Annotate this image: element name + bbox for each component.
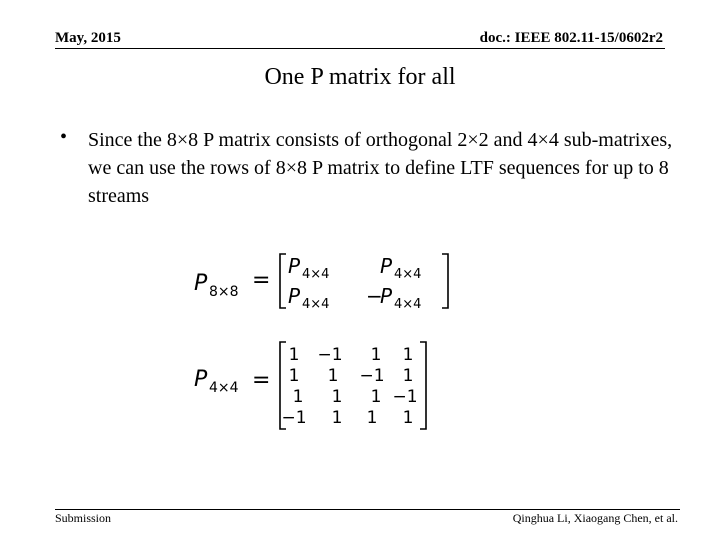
p4-entry: −1 xyxy=(317,345,343,365)
p4-entry: 1 xyxy=(370,345,382,365)
svg-text:P: P xyxy=(288,254,301,278)
footer-submission: Submission xyxy=(55,511,112,525)
svg-text:P: P xyxy=(380,254,393,278)
svg-text:P: P xyxy=(380,284,393,308)
p8-cell-11 xyxy=(288,254,329,282)
p4-entry: 1 xyxy=(366,408,378,428)
p8-left-bracket xyxy=(280,254,286,308)
p4-entry: 1 xyxy=(327,366,339,386)
p4-entry: −1 xyxy=(392,387,418,407)
footer-authors: Qinghua Li, Xiaogang Chen, et al. xyxy=(512,511,678,525)
p4-entry: 1 xyxy=(331,408,343,428)
p8-lhs-subscript: 8×8 xyxy=(209,284,239,300)
p8-equals: = xyxy=(252,268,271,293)
p8-right-bracket xyxy=(442,254,448,308)
p8x8-equation xyxy=(180,246,460,316)
p4-entry: 1 xyxy=(370,387,382,407)
svg-text:4×4: 4×4 xyxy=(394,297,422,312)
p4-lhs-subscript: 4×4 xyxy=(209,380,239,396)
svg-text:4×4: 4×4 xyxy=(302,267,330,282)
header-date: May, 2015 xyxy=(55,30,121,46)
bullet-text: Since the 8×8 P matrix consists of orthogonal 2×2 and 4×4 sub-matrixes, we can use the rows of 8×8 P matrix to define LTF sequences for up to 8 streams xyxy=(88,129,673,207)
p4-entry: 1 xyxy=(331,387,343,407)
p4-entry: 1 xyxy=(402,408,414,428)
footer-divider xyxy=(55,509,680,510)
svg-text:4×4: 4×4 xyxy=(302,297,330,312)
svg-text:P: P xyxy=(288,284,301,308)
p4-entry: 1 xyxy=(288,366,300,386)
header-doc-id: doc.: IEEE 802.11-15/0602r2 xyxy=(479,30,663,46)
p4-entry: 1 xyxy=(402,366,414,386)
p4x4-equation xyxy=(180,338,460,433)
svg-text:4×4: 4×4 xyxy=(394,267,422,282)
p4-entry: 1 xyxy=(402,345,414,365)
p8-cell-12 xyxy=(380,254,421,282)
slide-title: One P matrix for all xyxy=(264,64,456,90)
p8-cell-21 xyxy=(288,284,329,312)
p4-entry: 1 xyxy=(288,345,300,365)
p4-right-bracket xyxy=(420,342,426,429)
p4-entry: −1 xyxy=(359,366,385,386)
p4-matrix-entries xyxy=(281,345,417,428)
bullet-marker: • xyxy=(60,126,68,148)
p4-equals: = xyxy=(252,368,271,393)
p8-cell-22 xyxy=(366,284,421,312)
p4-entry: −1 xyxy=(281,408,307,428)
header-divider xyxy=(55,48,665,49)
svg-text:−: − xyxy=(366,284,383,308)
p4-lhs-symbol: P xyxy=(194,367,208,392)
p4-entry: 1 xyxy=(292,387,304,407)
p8-lhs-symbol: P xyxy=(194,271,208,296)
